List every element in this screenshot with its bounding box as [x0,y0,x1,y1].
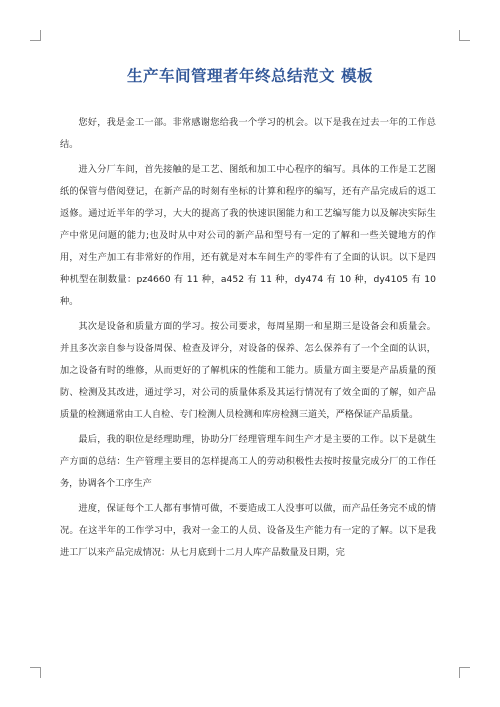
paragraph-process: 进入分厂车间，首先接触的是工艺、图纸和加工中心程序的编写。具体的工作是工艺图纸的保管与借阅登记，在新产品的时刻有坐标的计算和程序的编写，还有产品完成后的返工返修。通过近半年的学习，大大的提高了我的快速识图能力和工艺编写能力以及解决实际生产中常见问题的能力;也及时从中对公司的新产品和型号有一定的了解和一些关键地方的作用，对生产加工有非常好的作用，还有就是对本车间生产的零件有了全面的认识。以下是四种机型在制数量：pz4660 有 11 种，a452 有 11 种，dy474 有 10 种，dy4105 有 10 种。 [60,164,436,307]
document-body [60,112,436,567]
document-title: 生产车间管理者年终总结范文 模板 [127,67,373,85]
crop-mark-top-right [459,30,470,41]
crop-mark-top-left [30,30,41,41]
paragraph-production-management: 最后，我的职位是经理助理，协助分厂经理管理车间生产才是主要的工作。以下是就生产方面的总结：生产管理主要目的怎样提高工人的劳动积极性去按时按量完成分厂的工作任务，协调各个工序生产 [60,434,436,489]
crop-mark-bottom-left [30,667,41,678]
crop-mark-bottom-right [459,667,470,678]
paragraph-intro: 您好，我是金工一部。非常感谢您给我一个学习的机会。以下是我在过去一年的工作总结。 [60,117,436,150]
paragraph-equipment-quality: 其次是设备和质量方面的学习。按公司要求，每周星期一和星期三是设备会和质量会。并且多次亲自参与设备周保、检查及评分，对设备的保养、怎么保养有了一个全面的认识，加之设备有时的维修，从而更好的了解机床的性能和工能力。质量方面主要是产品质量的预防、检测及其改进，通过学习，对公司的质量体系及其运行情况有了效全面的了解，如产品质量的检测通常由工人自检、专门检测人员检测和库房检测三道关，严格保证产品质量。 [60,321,436,420]
paragraph-progress: 进度，保证每个工人都有事情可做，不要造成工人没事可以做，而产品任务完不成的情况。在这半年的工作学习中，我对一金工的人员、设备及生产能力有一定的了解。以下是我进工厂以来产品完成情况：从七月底到十二月人库产品数量及日期，完 [60,503,436,558]
